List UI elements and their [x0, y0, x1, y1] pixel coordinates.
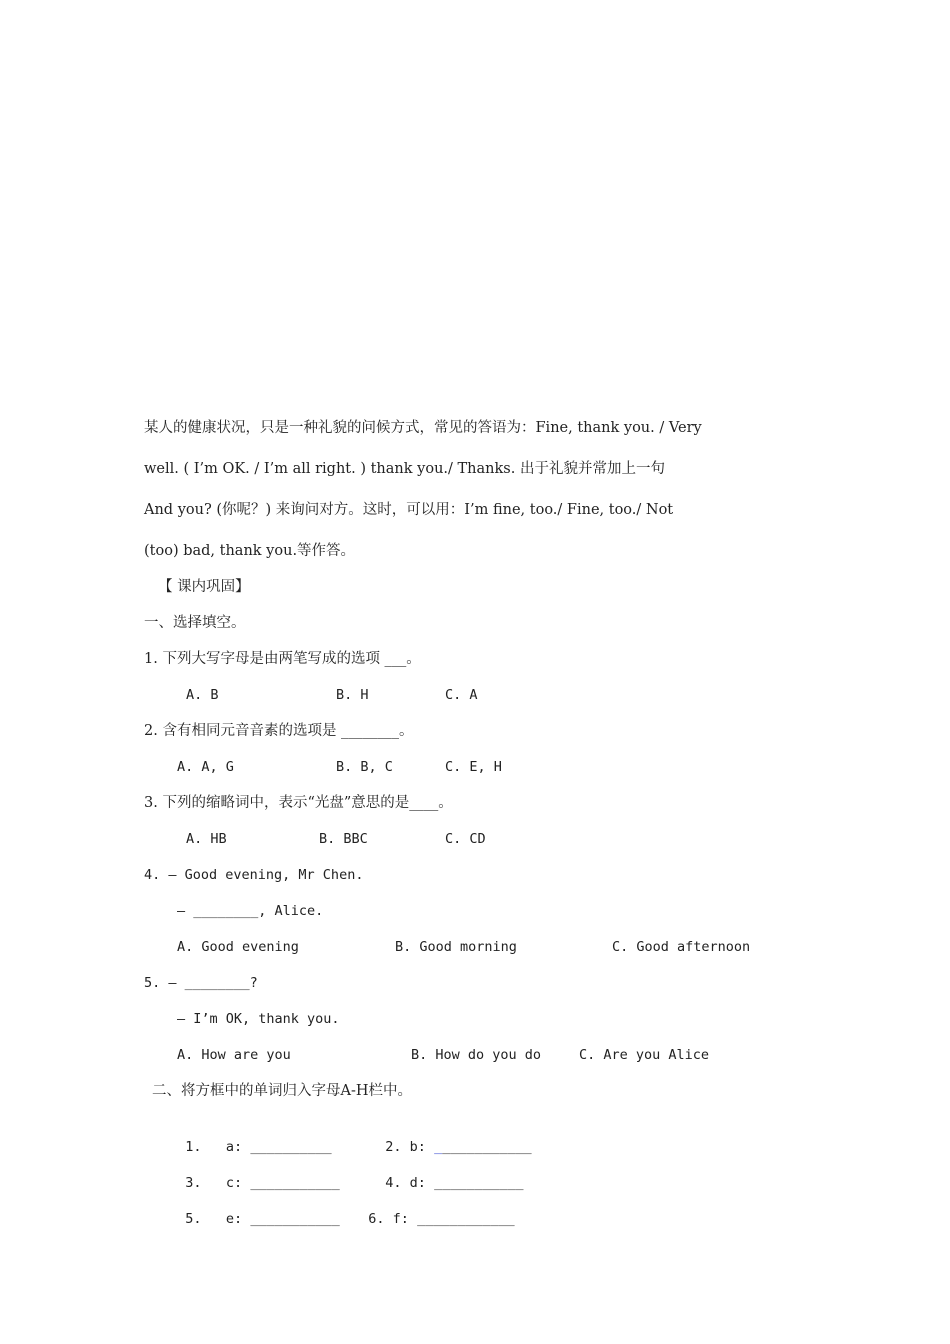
- part2-item-6: [352, 1189, 515, 1229]
- answer-blank[interactable]: __________: [250, 1139, 332, 1155]
- item-number: 6.: [368, 1211, 385, 1227]
- q4-option-b: B. Good morning: [395, 939, 517, 955]
- q5-option-c: C. Are you Alice: [579, 1047, 710, 1063]
- item-label: f:: [392, 1211, 409, 1227]
- q4-stem: 4. — Good evening, Mr Chen.: [144, 867, 364, 883]
- item-label: b:: [409, 1139, 426, 1155]
- q2-option-c: C. E, H: [445, 759, 502, 775]
- item-number: 1.: [185, 1139, 202, 1155]
- answer-blank[interactable]: ____________: [417, 1211, 515, 1227]
- q3-option-b: B. BBC: [319, 831, 368, 847]
- q3-stem: 3. 下列的缩略词中，表示“光盘”意思的是____。: [144, 795, 453, 811]
- part2-item-4: [369, 1153, 523, 1193]
- item-label: c:: [225, 1175, 243, 1191]
- q5-stem: 5. — ________?: [144, 975, 258, 991]
- part2-item-3: [169, 1153, 340, 1193]
- item-number: 3.: [185, 1175, 202, 1191]
- section-heading: 【 课内巩固】: [158, 579, 250, 595]
- paragraph-line-2: well. ( I’m OK. / I’m all right. ) thank you./ Thanks. 出于礼貌并常加上一句: [144, 461, 665, 477]
- item-label: e:: [225, 1211, 243, 1227]
- q1-option-c: C. A: [445, 687, 478, 703]
- item-label: d:: [409, 1175, 426, 1191]
- answer-blank[interactable]: ___________: [250, 1211, 340, 1227]
- q1-option-b: B. H: [336, 687, 369, 703]
- part1-title: 一、选择填空。: [144, 615, 246, 631]
- q5-reply: — I’m OK, thank you.: [177, 1011, 340, 1027]
- q1-stem: 1. 下列大写字母是由两笔写成的选项 ___。: [144, 651, 421, 667]
- paragraph-line-3: And you? (你呢？) 来询问对方。这时，可以用：I’m fine, too./ Fine, too./ Not: [144, 502, 674, 518]
- q4-option-c: C. Good afternoon: [612, 939, 751, 955]
- q4-reply: — ________, Alice.: [177, 903, 324, 919]
- item-number: 5.: [185, 1211, 202, 1227]
- q1-option-a: A. B: [186, 687, 219, 703]
- paragraph-line-1: 某人的健康状况，只是一种礼貌的问候方式，常见的答语为：Fine, thank you. / Very: [144, 420, 702, 436]
- item-number: 4.: [385, 1175, 402, 1191]
- q2-option-a: A. A, G: [177, 759, 234, 775]
- answer-blank[interactable]: ___________: [434, 1175, 524, 1191]
- answer-blank[interactable]: ___________: [250, 1175, 340, 1191]
- item-label: a:: [225, 1139, 243, 1155]
- q2-stem: 2. 含有相同元音音素的选项是 ________。: [144, 723, 414, 739]
- answer-blank[interactable]: ___________: [442, 1139, 532, 1155]
- q5-option-a: A. How are you: [177, 1047, 291, 1063]
- part2-item-1: [169, 1117, 332, 1157]
- answer-blank-mark: _: [434, 1139, 443, 1155]
- item-number: 2.: [385, 1139, 402, 1155]
- q3-option-c: C. CD: [445, 831, 486, 847]
- q2-option-b: B. B, C: [336, 759, 393, 775]
- q4-option-a: A. Good evening: [177, 939, 299, 955]
- q5-option-b: B. How do you do: [411, 1047, 542, 1063]
- part2-item-2: [369, 1117, 532, 1157]
- part2-title: 二、将方框中的单词归入字母A-H栏中。: [152, 1083, 413, 1099]
- q3-option-a: A. HB: [186, 831, 227, 847]
- part2-item-5: [169, 1189, 340, 1229]
- paragraph-line-4: (too) bad, thank you.等作答。: [144, 543, 356, 559]
